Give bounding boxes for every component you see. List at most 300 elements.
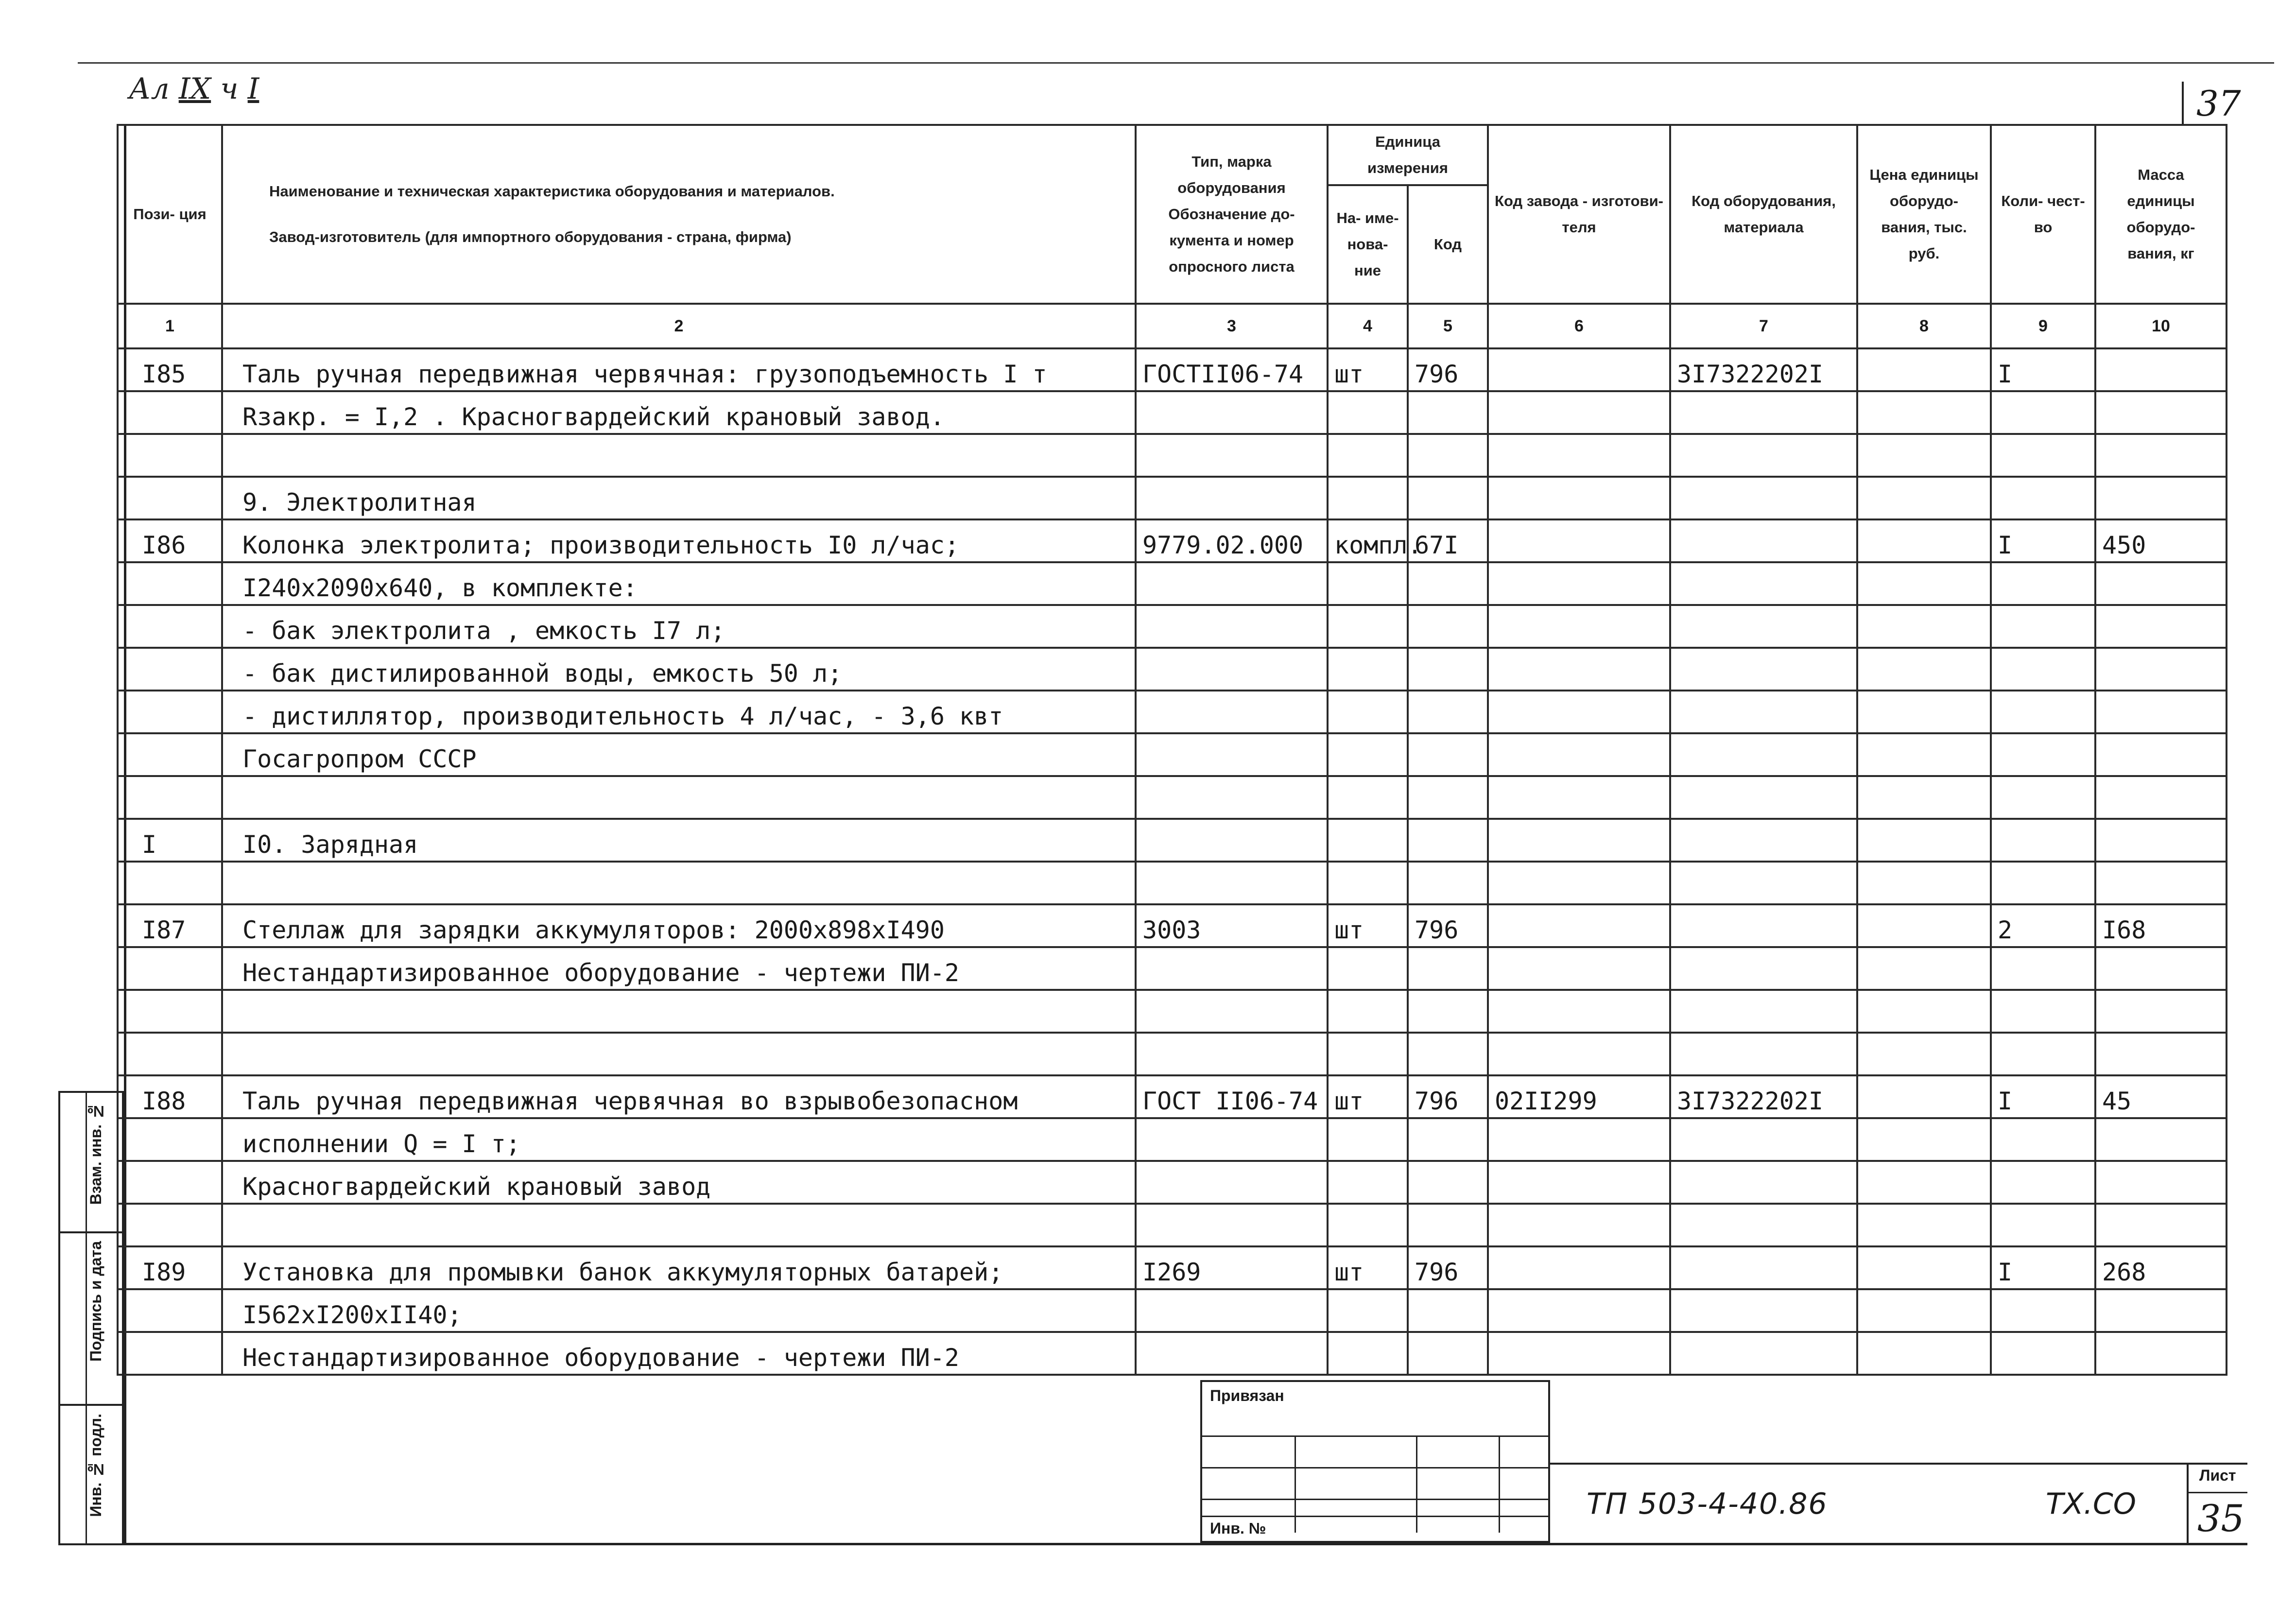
cell-equipment-code [1670, 904, 1857, 947]
cell-mass [2095, 605, 2227, 648]
column-number: 7 [1670, 304, 1857, 348]
side-stamp [58, 1091, 124, 1545]
table-row [118, 990, 2227, 1033]
cell-quantity [1991, 776, 2095, 819]
cell-factory-code [1488, 1332, 1670, 1375]
table-row [118, 648, 2227, 691]
cell-description [222, 776, 1136, 819]
corner-sheet-number: 37 [2182, 82, 2245, 125]
cell-quantity [1991, 691, 2095, 733]
cell-factory-code [1488, 1118, 1670, 1161]
table-row [118, 1332, 2227, 1375]
cell-quantity [1991, 648, 2095, 691]
cell-factory-code [1488, 348, 1670, 391]
cell-price [1857, 776, 1991, 819]
cell-factory-code [1488, 648, 1670, 691]
cell-mass [2095, 648, 2227, 691]
cell-mass [2095, 691, 2227, 733]
cell-quantity [1991, 434, 2095, 477]
cell-quantity [1991, 391, 2095, 434]
cell-type [1136, 1204, 1328, 1246]
cell-description: - дистиллятор, производительность 4 л/час, - 3,6 квт [222, 691, 1136, 733]
sheet-box [2187, 1463, 2247, 1543]
cell-unit-code [1408, 648, 1488, 691]
cell-unit-name [1328, 1332, 1408, 1375]
handwritten-note [129, 72, 259, 106]
cell-position: I85 [118, 348, 222, 391]
cell-type [1136, 776, 1328, 819]
cell-mass [2095, 1161, 2227, 1204]
cell-unit-code [1408, 1033, 1488, 1075]
stamp-vline [1295, 1435, 1296, 1533]
stamp-line [1202, 1516, 1548, 1517]
cell-equipment-code [1670, 691, 1857, 733]
cell-unit-name [1328, 776, 1408, 819]
cell-price [1857, 947, 1991, 990]
cell-equipment-code [1670, 477, 1857, 519]
header-unit-group: Единица измерения [1328, 125, 1488, 185]
cell-position: I88 [118, 1075, 222, 1118]
cell-type: ГОСТ II06-74 [1136, 1075, 1328, 1118]
cell-unit-name: шт [1328, 904, 1408, 947]
cell-type [1136, 562, 1328, 605]
cell-equipment-code [1670, 990, 1857, 1033]
column-number: 5 [1408, 304, 1488, 348]
side-stamp-separator [60, 1404, 122, 1406]
cell-description: исполнении Q = I т; [222, 1118, 1136, 1161]
cell-type [1136, 733, 1328, 776]
cell-quantity: I [1991, 348, 2095, 391]
cell-quantity [1991, 1289, 2095, 1332]
cell-factory-code [1488, 477, 1670, 519]
cell-mass [2095, 391, 2227, 434]
column-number: 4 [1328, 304, 1408, 348]
cell-price [1857, 605, 1991, 648]
cell-unit-name [1328, 990, 1408, 1033]
cell-equipment-code [1670, 1118, 1857, 1161]
cell-unit-name [1328, 477, 1408, 519]
column-number: 6 [1488, 304, 1670, 348]
cell-equipment-code [1670, 819, 1857, 862]
cell-factory-code [1488, 733, 1670, 776]
cell-price [1857, 477, 1991, 519]
cell-unit-code [1408, 1118, 1488, 1161]
cell-quantity: I [1991, 519, 2095, 562]
table-row [118, 391, 2227, 434]
cell-price [1857, 434, 1991, 477]
cell-price [1857, 691, 1991, 733]
cell-unit-code: 796 [1408, 348, 1488, 391]
cell-type [1136, 691, 1328, 733]
cell-factory-code [1488, 904, 1670, 947]
header-type-line1: Тип, марка оборудования [1177, 153, 1286, 196]
table-row [118, 819, 2227, 862]
cell-factory-code [1488, 605, 1670, 648]
cell-unit-name [1328, 691, 1408, 733]
cell-mass [2095, 477, 2227, 519]
cell-type [1136, 1161, 1328, 1204]
cell-factory-code [1488, 562, 1670, 605]
cell-unit-name [1328, 947, 1408, 990]
cell-equipment-code [1670, 1289, 1857, 1332]
cell-unit-code [1408, 1161, 1488, 1204]
cell-description: Нестандартизированное оборудование - чертежи ПИ-2 [222, 1332, 1136, 1375]
cell-factory-code [1488, 519, 1670, 562]
cell-quantity: I [1991, 1075, 2095, 1118]
cell-position: I87 [118, 904, 222, 947]
cell-mass [2095, 862, 2227, 904]
cell-factory-code [1488, 1289, 1670, 1332]
cell-factory-code [1488, 1033, 1670, 1075]
cell-unit-code [1408, 1332, 1488, 1375]
cell-quantity [1991, 477, 2095, 519]
cell-type: 9779.02.000 [1136, 519, 1328, 562]
cell-quantity [1991, 733, 2095, 776]
cell-description: Нестандартизированное оборудование - чертежи ПИ-2 [222, 947, 1136, 990]
side-label-signature-date: Подпись и дата [87, 1241, 104, 1362]
cell-position [118, 391, 222, 434]
side-stamp-separator [60, 1231, 122, 1233]
cell-quantity [1991, 1332, 2095, 1375]
cell-mass [2095, 562, 2227, 605]
cell-factory-code [1488, 434, 1670, 477]
table-row [118, 1033, 2227, 1075]
cell-price [1857, 348, 1991, 391]
cell-mass [2095, 1033, 2227, 1075]
cell-position [118, 1033, 222, 1075]
cell-description: Стеллаж для зарядки аккумуляторов: 2000x898xI490 [222, 904, 1136, 947]
table-row [118, 562, 2227, 605]
cell-quantity: 2 [1991, 904, 2095, 947]
sheet-number: 35 [2197, 1497, 2244, 1540]
table-row [118, 1246, 2227, 1289]
note-part-b: IX [178, 72, 211, 106]
top-rule [78, 62, 2274, 64]
cell-unit-code: 67I [1408, 519, 1488, 562]
cell-quantity [1991, 819, 2095, 862]
cell-factory-code [1488, 1161, 1670, 1204]
cell-quantity [1991, 947, 2095, 990]
note-part-c: ч [220, 72, 239, 106]
cell-type: ГОСТII06-74 [1136, 348, 1328, 391]
specification-table [117, 124, 2227, 1376]
side-label-original-inv: Инв. № подл. [87, 1414, 104, 1517]
cell-description [222, 434, 1136, 477]
cell-unit-code [1408, 862, 1488, 904]
cell-position [118, 1289, 222, 1332]
cell-equipment-code [1670, 1246, 1857, 1289]
cell-type: I269 [1136, 1246, 1328, 1289]
column-number: 2 [222, 304, 1136, 348]
header-factory-code: Код завода - изготови- теля [1488, 125, 1670, 304]
cell-price [1857, 1075, 1991, 1118]
cell-equipment-code: 3I7322202I [1670, 348, 1857, 391]
cell-description [222, 1033, 1136, 1075]
header-type-line2: Обозначение до- кумента и номер опросного листа [1168, 206, 1295, 275]
cell-description: Красногвардейский крановый завод [222, 1161, 1136, 1204]
cell-mass: I68 [2095, 904, 2227, 947]
cell-position: I86 [118, 519, 222, 562]
table-row [118, 1118, 2227, 1161]
cell-position [118, 1204, 222, 1246]
cell-unit-code [1408, 990, 1488, 1033]
cell-type [1136, 648, 1328, 691]
column-number: 1 [118, 304, 222, 348]
table-row [118, 862, 2227, 904]
cell-mass [2095, 733, 2227, 776]
cell-position [118, 605, 222, 648]
cell-price [1857, 1204, 1991, 1246]
cell-quantity [1991, 1204, 2095, 1246]
note-part-a: Ал [129, 72, 170, 106]
cell-unit-name [1328, 648, 1408, 691]
cell-mass: 45 [2095, 1075, 2227, 1118]
cell-position [118, 776, 222, 819]
cell-equipment-code [1670, 862, 1857, 904]
cell-mass [2095, 990, 2227, 1033]
cell-unit-code [1408, 819, 1488, 862]
header-unit-code: Код [1408, 185, 1488, 304]
cell-equipment-code [1670, 947, 1857, 990]
cell-description: Установка для промывки банок аккумуляторных батарей; [222, 1246, 1136, 1289]
document-code: ТХ.СО [2046, 1487, 2136, 1521]
sheet-label: Лист [2199, 1467, 2236, 1484]
cell-unit-code: 796 [1408, 1246, 1488, 1289]
table-row [118, 776, 2227, 819]
cell-equipment-code [1670, 519, 1857, 562]
cell-description: 9. Электролитная [222, 477, 1136, 519]
cell-type [1136, 862, 1328, 904]
cell-mass [2095, 348, 2227, 391]
cell-description: Таль ручная передвижная червячная: грузоподъемность I т [222, 348, 1136, 391]
cell-description: Колонка электролита; производительность I0 л/час; [222, 519, 1136, 562]
cell-price [1857, 1246, 1991, 1289]
cell-unit-name: компл. [1328, 519, 1408, 562]
cell-quantity [1991, 990, 2095, 1033]
cell-type [1136, 434, 1328, 477]
cell-unit-name: шт [1328, 348, 1408, 391]
cell-equipment-code: 3I7322202I [1670, 1075, 1857, 1118]
cell-price [1857, 733, 1991, 776]
table-row [118, 904, 2227, 947]
cell-mass [2095, 1332, 2227, 1375]
cell-position [118, 477, 222, 519]
sheet-divider [2189, 1492, 2247, 1493]
header-mass: Масса единицы оборудо- вания, кг [2095, 125, 2227, 304]
cell-position [118, 1161, 222, 1204]
cell-description: I240x2090x640, в комплекте: [222, 562, 1136, 605]
stamp-line [1202, 1499, 1548, 1500]
cell-unit-code [1408, 691, 1488, 733]
cell-equipment-code [1670, 434, 1857, 477]
cell-type: 3003 [1136, 904, 1328, 947]
cell-factory-code [1488, 391, 1670, 434]
cell-equipment-code [1670, 1204, 1857, 1246]
cell-price [1857, 519, 1991, 562]
cell-equipment-code [1670, 1332, 1857, 1375]
table-row [118, 733, 2227, 776]
cell-description: I0. Зарядная [222, 819, 1136, 862]
cell-unit-code [1408, 1289, 1488, 1332]
cell-type [1136, 605, 1328, 648]
cell-description: Rзакр. = I,2 . Красногвардейский крановый завод. [222, 391, 1136, 434]
cell-unit-code [1408, 391, 1488, 434]
stamp-vline [1499, 1435, 1500, 1533]
cell-price [1857, 990, 1991, 1033]
cell-unit-name: шт [1328, 1075, 1408, 1118]
cell-description: - бак дистилированной воды, емкость 50 л; [222, 648, 1136, 691]
cell-mass [2095, 434, 2227, 477]
cell-quantity: I [1991, 1246, 2095, 1289]
header-position: Пози- ция [118, 125, 222, 304]
cell-unit-name [1328, 562, 1408, 605]
cell-position [118, 862, 222, 904]
header-quantity: Коли- чест- во [1991, 125, 2095, 304]
cell-equipment-code [1670, 648, 1857, 691]
cell-price [1857, 1033, 1991, 1075]
cell-position [118, 562, 222, 605]
table-row [118, 605, 2227, 648]
header-description-line1: Наименование и техническая характеристика оборудования и материалов. [269, 183, 835, 200]
cell-type [1136, 990, 1328, 1033]
cell-unit-name [1328, 434, 1408, 477]
cell-factory-code [1488, 691, 1670, 733]
cell-position [118, 990, 222, 1033]
cell-equipment-code [1670, 1161, 1857, 1204]
cell-unit-code [1408, 434, 1488, 477]
cell-price [1857, 1161, 1991, 1204]
cell-equipment-code [1670, 605, 1857, 648]
cell-factory-code [1488, 947, 1670, 990]
cell-unit-name [1328, 1289, 1408, 1332]
cell-position [118, 434, 222, 477]
cell-quantity [1991, 1033, 2095, 1075]
cell-position [118, 1118, 222, 1161]
cell-mass: 450 [2095, 519, 2227, 562]
cell-price [1857, 648, 1991, 691]
cell-type [1136, 947, 1328, 990]
cell-price [1857, 904, 1991, 947]
side-label-replaced-inv: Взам. инв. № [87, 1103, 104, 1205]
stamp-line [1202, 1435, 1548, 1437]
cell-description: Госагропром СССР [222, 733, 1136, 776]
cell-quantity [1991, 605, 2095, 648]
cell-factory-code: 02II299 [1488, 1075, 1670, 1118]
cell-factory-code [1488, 990, 1670, 1033]
cell-equipment-code [1670, 562, 1857, 605]
stamp-inv-label: Инв. № [1210, 1520, 1266, 1537]
table-row [118, 1204, 2227, 1246]
table-row [118, 691, 2227, 733]
cell-quantity [1991, 562, 2095, 605]
cell-mass: 268 [2095, 1246, 2227, 1289]
cell-price [1857, 819, 1991, 862]
cell-description [222, 990, 1136, 1033]
cell-factory-code [1488, 776, 1670, 819]
column-number: 9 [1991, 304, 2095, 348]
cell-factory-code [1488, 1246, 1670, 1289]
cell-equipment-code [1670, 733, 1857, 776]
cell-unit-code [1408, 776, 1488, 819]
cell-unit-code [1408, 477, 1488, 519]
cell-position [118, 733, 222, 776]
cell-description [222, 1204, 1136, 1246]
stamp-line [1202, 1467, 1548, 1469]
cell-type [1136, 1033, 1328, 1075]
header-equipment-code: Код оборудования, материала [1670, 125, 1857, 304]
cell-unit-code [1408, 562, 1488, 605]
cell-mass [2095, 1289, 2227, 1332]
cell-mass [2095, 947, 2227, 990]
cell-unit-name [1328, 391, 1408, 434]
cell-unit-code: 796 [1408, 904, 1488, 947]
cell-unit-name [1328, 1204, 1408, 1246]
cell-unit-name [1328, 819, 1408, 862]
cell-price [1857, 391, 1991, 434]
table-row [118, 348, 2227, 391]
column-number: 8 [1857, 304, 1991, 348]
cell-factory-code [1488, 819, 1670, 862]
cell-unit-code [1408, 605, 1488, 648]
cell-mass [2095, 776, 2227, 819]
cell-unit-code: 796 [1408, 1075, 1488, 1118]
binding-stamp [1200, 1380, 1550, 1543]
cell-position [118, 648, 222, 691]
header-type [1136, 125, 1328, 304]
cell-position: I [118, 819, 222, 862]
header-unit-name: На- име- нова- ние [1328, 185, 1408, 304]
cell-factory-code [1488, 862, 1670, 904]
cell-description: - бак электролита , емкость I7 л; [222, 605, 1136, 648]
cell-equipment-code [1670, 391, 1857, 434]
stamp-vline [1416, 1435, 1417, 1533]
cell-unit-name [1328, 1033, 1408, 1075]
cell-unit-code [1408, 733, 1488, 776]
cell-unit-code [1408, 947, 1488, 990]
note-part-d: I [247, 72, 259, 106]
cell-type [1136, 1118, 1328, 1161]
table-row [118, 477, 2227, 519]
project-code: ТП 503-4-40.86 [1587, 1487, 1828, 1521]
table-row [118, 1161, 2227, 1204]
table-row [118, 434, 2227, 477]
column-number: 10 [2095, 304, 2227, 348]
cell-factory-code [1488, 1204, 1670, 1246]
header-price: Цена единицы оборудо- вания, тыс. руб. [1857, 125, 1991, 304]
cell-type [1136, 1332, 1328, 1375]
cell-description: I562xI200xII40; [222, 1289, 1136, 1332]
cell-equipment-code [1670, 1033, 1857, 1075]
cell-unit-name [1328, 605, 1408, 648]
cell-type [1136, 391, 1328, 434]
cell-position [118, 947, 222, 990]
cell-type [1136, 1289, 1328, 1332]
cell-mass [2095, 1118, 2227, 1161]
cell-price [1857, 1289, 1991, 1332]
cell-unit-name: шт [1328, 1246, 1408, 1289]
cell-quantity [1991, 1161, 2095, 1204]
cell-quantity [1991, 862, 2095, 904]
cell-position: I89 [118, 1246, 222, 1289]
table-row [118, 519, 2227, 562]
cell-type [1136, 477, 1328, 519]
cell-mass [2095, 1204, 2227, 1246]
cell-price [1857, 1332, 1991, 1375]
cell-mass [2095, 819, 2227, 862]
cell-position [118, 1332, 222, 1375]
cell-description [222, 862, 1136, 904]
cell-unit-code [1408, 1204, 1488, 1246]
